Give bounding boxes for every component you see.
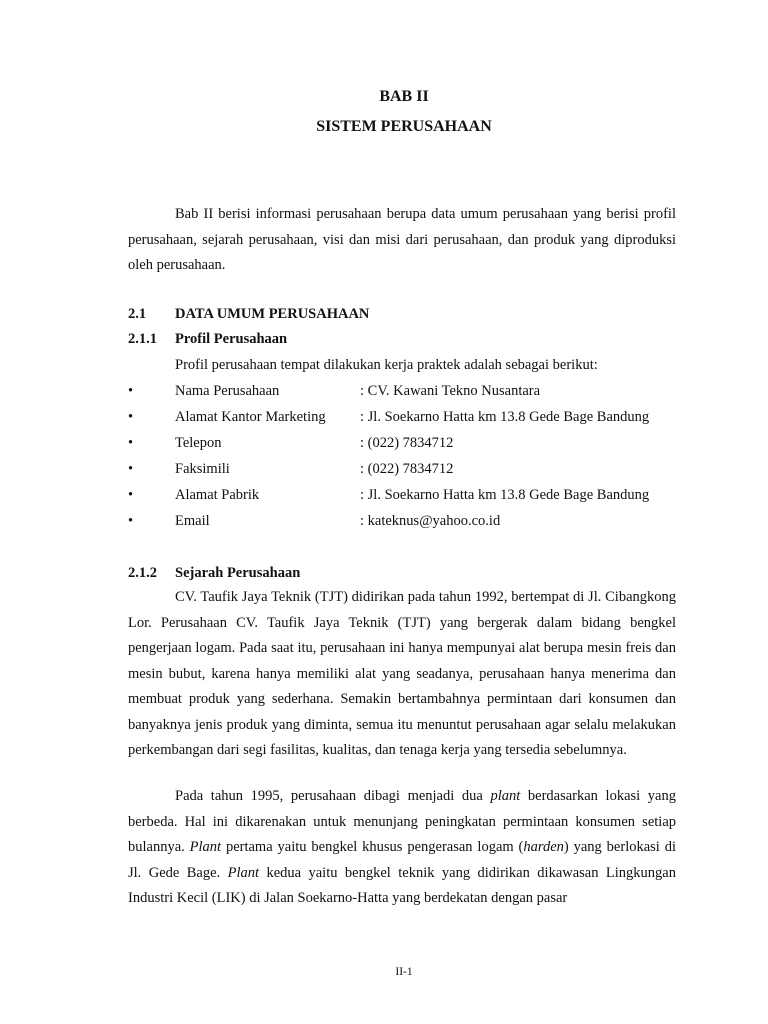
profile-item-label: Nama Perusahaan (175, 383, 280, 399)
history-text-segment: berdasarkan lokasi yang berbeda. Hal ini dikarenakan untuk menunjang peningkatan permintaan konsumen setiap bulannya. (128, 788, 676, 855)
profile-item-label: Email (175, 513, 210, 529)
bullet-icon: • (128, 487, 134, 503)
bullet-icon: • (128, 383, 134, 399)
chapter-number: BAB II (379, 88, 429, 105)
profile-item-label: Alamat Pabrik (175, 487, 260, 503)
history-text-segment: ) yang berlokasi di Jl. Gede Bage. (128, 839, 676, 881)
section-title: DATA UMUM PERUSAHAAN (175, 306, 370, 322)
section-title: Sejarah Perusahaan (175, 565, 301, 581)
history-text-segment: kedua yaitu bengkel teknik yang didirikan dikawasan Lingkungan Industri Kecil (LIK) di Jalan Soekarno-Hatta yang berdekatan dengan pasar (128, 864, 676, 906)
history-text-1: CV. Taufik Jaya Teknik (TJT) didirikan pada tahun 1992, bertempat di Jl. Cibangkong Lor. Perusahaan CV. Taufik Jaya Teknik (TJT) yang bergerak dalam bidang bengkel pengerjaan logam. Pada saat itu, perusahaan ini hanya mempunyai alat berupa mesin freis dan mesin bubut, karena hanya memiliki alat yang seadanya, perusahaan hanya menerima dan membuat produk yang sederhana. Semakin bertambahnya permintaan dari konsumen dan banyaknya jenis produk yang diminta, semua itu menuntut perusahaan agar selalu melakukan perkembangan dari segi fasilitas, kualitas, dan tenaga kerja yang tersedia sebelumnya. (128, 589, 676, 758)
section-2-1-heading (128, 305, 369, 323)
chapter-title: SISTEM PERUSAHAAN (316, 118, 492, 135)
history-paragraph-1 (128, 585, 676, 764)
bullet-icon: • (128, 435, 134, 451)
page-number: II-1 (395, 966, 413, 978)
profile-item-label: Alamat Kantor Marketing (175, 409, 326, 425)
bullet-icon: • (128, 409, 134, 425)
history-text-segment: Pada tahun 1995, perusahaan dibagi menjadi dua (175, 788, 491, 804)
profile-item-value: : (022) 7834712 (360, 461, 454, 477)
history-paragraph-2 (128, 784, 676, 912)
italic-term-plant: Plant (189, 839, 222, 855)
profile-item-value: : kateknus@yahoo.co.id (360, 513, 501, 529)
section-2-1-1-heading (128, 330, 287, 348)
profile-item-label: Faksimili (175, 461, 230, 477)
italic-term-plant: plant (490, 788, 521, 804)
section-number: 2.1 (128, 306, 147, 322)
profile-item-value: : Jl. Soekarno Hatta km 13.8 Gede Bage Bandung (360, 409, 650, 425)
bullet-icon: • (128, 461, 134, 477)
profile-item-value: : (022) 7834712 (360, 435, 454, 451)
section-number: 2.1.1 (128, 331, 157, 347)
section-title: Profil Perusahaan (175, 331, 288, 347)
profile-item-value: : CV. Kawani Tekno Nusantara (360, 383, 541, 399)
bullet-icon: • (128, 513, 134, 529)
italic-term-harden: harden (523, 839, 564, 855)
section-number: 2.1.2 (128, 565, 157, 581)
italic-term-plant: Plant (227, 864, 260, 881)
profile-item-label: Telepon (175, 435, 222, 451)
history-text-segment: pertama yaitu bengkel khusus pengerasan logam ( (221, 839, 524, 855)
profile-item-value: : Jl. Soekarno Hatta km 13.8 Gede Bage Bandung (360, 487, 650, 503)
intro-paragraph (128, 202, 676, 279)
section-2-1-2-heading (128, 564, 300, 582)
profile-lead: Profil perusahaan tempat dilakukan kerja praktek adalah sebagai berikut: (175, 357, 598, 373)
intro-text: Bab II berisi informasi perusahaan berupa data umum perusahaan yang berisi profil perusahaan, sejarah perusahaan, visi dan misi dari perusahaan, dan produk yang diproduksi oleh perusahaan. (128, 206, 676, 273)
